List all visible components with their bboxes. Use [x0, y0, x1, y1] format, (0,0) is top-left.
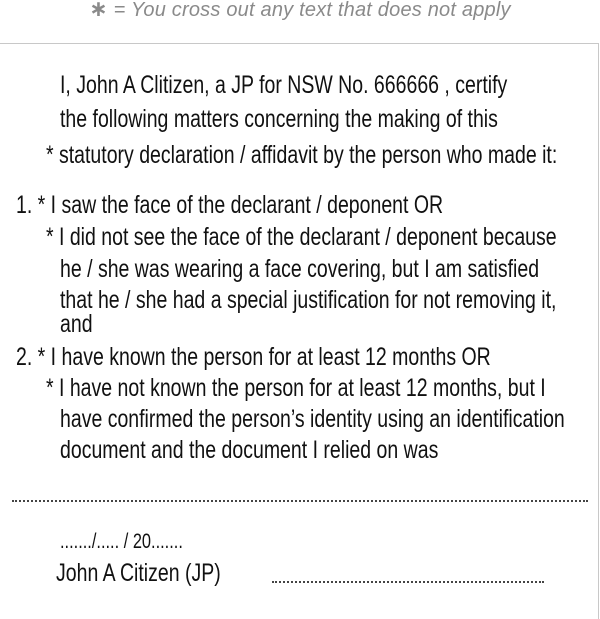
- item-2-line-2: * I have not known the person for at least 12 months, but I: [46, 374, 546, 402]
- item-1-line-3: he / she was wearing a face covering, but I am satisfied: [60, 255, 540, 283]
- item-1-line-4: that he / she had a special justification for not removing it,: [60, 286, 557, 314]
- asterisk-icon: ∗: [89, 0, 108, 21]
- item-1-line-1: 1. * I saw the face of the declarant / deponent OR: [16, 191, 444, 219]
- intro-line-1: I, John A Clitizen, a JP for NSW No. 666666 , certify: [60, 71, 508, 99]
- item-1-line-2: * I did not see the face of the declarant / deponent because: [46, 223, 557, 251]
- instruction-text: = You cross out any text that does not apply: [107, 0, 511, 21]
- signature-line[interactable]: [272, 581, 544, 583]
- intro-line-3: * statutory declaration / affidavit by the person who made it:: [46, 141, 558, 169]
- item-2-line-1: 2. * I have known the person for at least 12 months OR: [16, 343, 491, 371]
- instruction-note: [0, 0, 600, 26]
- date-line[interactable]: ......./..... / 20.......: [60, 530, 183, 553]
- intro-line-2: the following matters concerning the making of this: [60, 105, 498, 133]
- signatory-name: John A Citizen (JP): [56, 559, 221, 587]
- item-2-line-3: have confirmed the person’s identity using an identification: [60, 405, 565, 433]
- document-details-line[interactable]: [12, 500, 588, 502]
- item-1-line-5: and: [60, 310, 93, 338]
- item-2-line-4: document and the document I relied on was: [60, 436, 439, 464]
